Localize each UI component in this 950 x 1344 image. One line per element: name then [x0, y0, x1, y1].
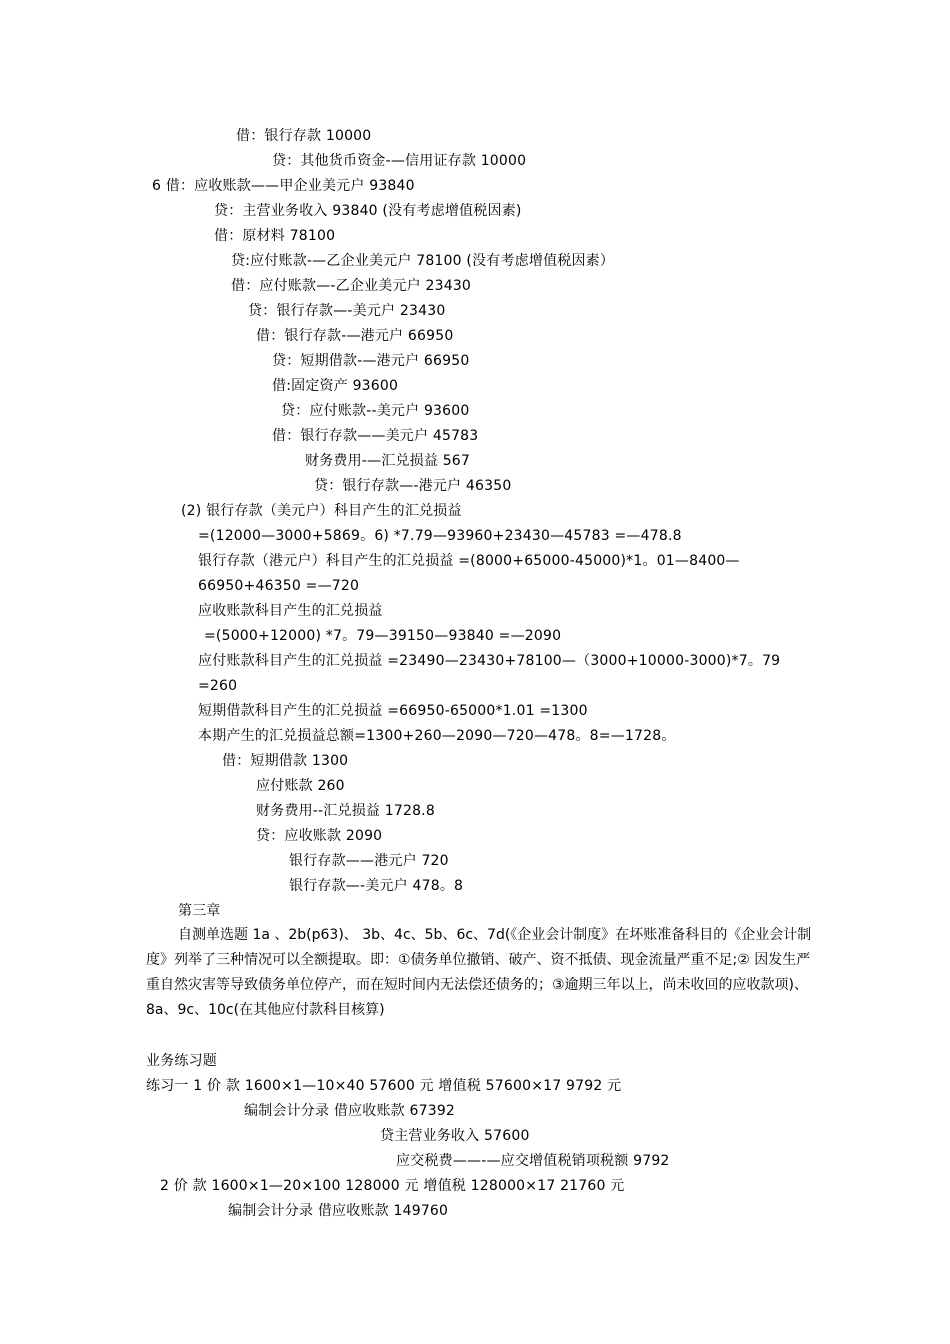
formula-line: 应付账款科目产生的汇兑损益 =23490—23430+78100—（3000+10000-3000)*7。79: [198, 653, 781, 669]
text-line: 借:固定资产 93600: [272, 378, 399, 394]
formula-line: 本期产生的汇兑损益总额=1300+260—2090—720—478。8=—1728。: [198, 728, 676, 744]
text-line: 财务费用-—汇兑损益 567: [305, 453, 471, 469]
text-line: 练习一 1 价 款 1600×1—10×40 57600 元 增值税 57600×17 9792 元: [146, 1078, 622, 1094]
text-line: 贷：银行存款—-港元户 46350: [314, 478, 512, 494]
text-line: 贷：其他货币资金-—信用证存款 10000: [272, 153, 527, 169]
text-line: 借：银行存款——美元户 45783: [272, 428, 479, 444]
formula-line: =(12000—3000+5869。6) *7.79—93960+23430—45783 =—478.8: [198, 528, 682, 544]
text-line: 贷:应付账款-—乙企业美元户 78100 (没有考虑增值税因素）: [231, 253, 615, 269]
text-line: 借：短期借款 1300: [222, 753, 349, 769]
formula-line: =260: [198, 678, 238, 694]
paragraph: 自测单选题 1a 、2b(p63)、 3b、4c、5b、6c、7d(《企业会计制度》在坏账准备科目的《企业会计制度》列举了三种情况可以全额提取。即：①债务单位撤销、破产、资不抵债、现金流量严重不足;② 因发生严重自然灾害等导致债务单位停产，而在短时间内无法偿还债务的；③逾期三年以上，尚未收回的应收款项)、8a、9c、10c(在其他应付款科目核算): [146, 927, 812, 1018]
text-line: 借：应付账款—-乙企业美元户 23430: [231, 278, 472, 294]
formula-line: 银行存款（港元户）科目产生的汇兑损益 =(8000+65000-45000)*1。01—8400—: [198, 553, 740, 569]
text-line: 2 价 款 1600×1—20×100 128000 元 增值税 128000×17 21760 元: [160, 1178, 625, 1194]
formula-line: 短期借款科目产生的汇兑损益 =66950-65000*1.01 =1300: [198, 703, 588, 719]
text-line: 借：原材料 78100: [214, 228, 336, 244]
text-line: 银行存款——港元户 720: [289, 853, 449, 869]
formula-line: =(5000+12000) *7。79—39150—93840 =—2090: [204, 628, 562, 644]
section-heading: (2) 银行存款（美元户）科目产生的汇兑损益: [181, 503, 462, 519]
text-line: 借：银行存款 10000: [236, 128, 372, 144]
chapter-heading: 第三章: [178, 903, 221, 919]
text-line: 贷主营业务收入 57600: [380, 1128, 530, 1144]
text-line: 应付账款 260: [256, 778, 345, 794]
text-line: 编制会计分录 借应收账款 67392: [244, 1103, 456, 1119]
text-line: 借：银行存款-—港元户 66950: [256, 328, 454, 344]
text-line: 贷：应收账款 2090: [256, 828, 383, 844]
text-line: 贷：银行存款—-美元户 23430: [248, 303, 446, 319]
text-line: 财务费用--汇兑损益 1728.8: [256, 803, 435, 819]
text-line: 贷：应付账款--美元户 93600: [281, 403, 470, 419]
formula-line: 66950+46350 =—720: [198, 578, 360, 594]
text-line: 贷：主营业务收入 93840 (没有考虑增值税因素): [214, 203, 522, 219]
section-heading: 业务练习题: [146, 1053, 217, 1069]
text-line: 6 借：应收账款——甲企业美元户 93840: [152, 178, 415, 194]
text-line: 应交税费——-—应交增值税销项税额 9792: [396, 1153, 670, 1169]
formula-line: 应收账款科目产生的汇兑损益: [198, 603, 383, 619]
text-line: 编制会计分录 借应收账款 149760: [228, 1203, 449, 1219]
text-line: 贷：短期借款-—港元户 66950: [272, 353, 470, 369]
text-line: 银行存款—-美元户 478。8: [289, 878, 464, 894]
